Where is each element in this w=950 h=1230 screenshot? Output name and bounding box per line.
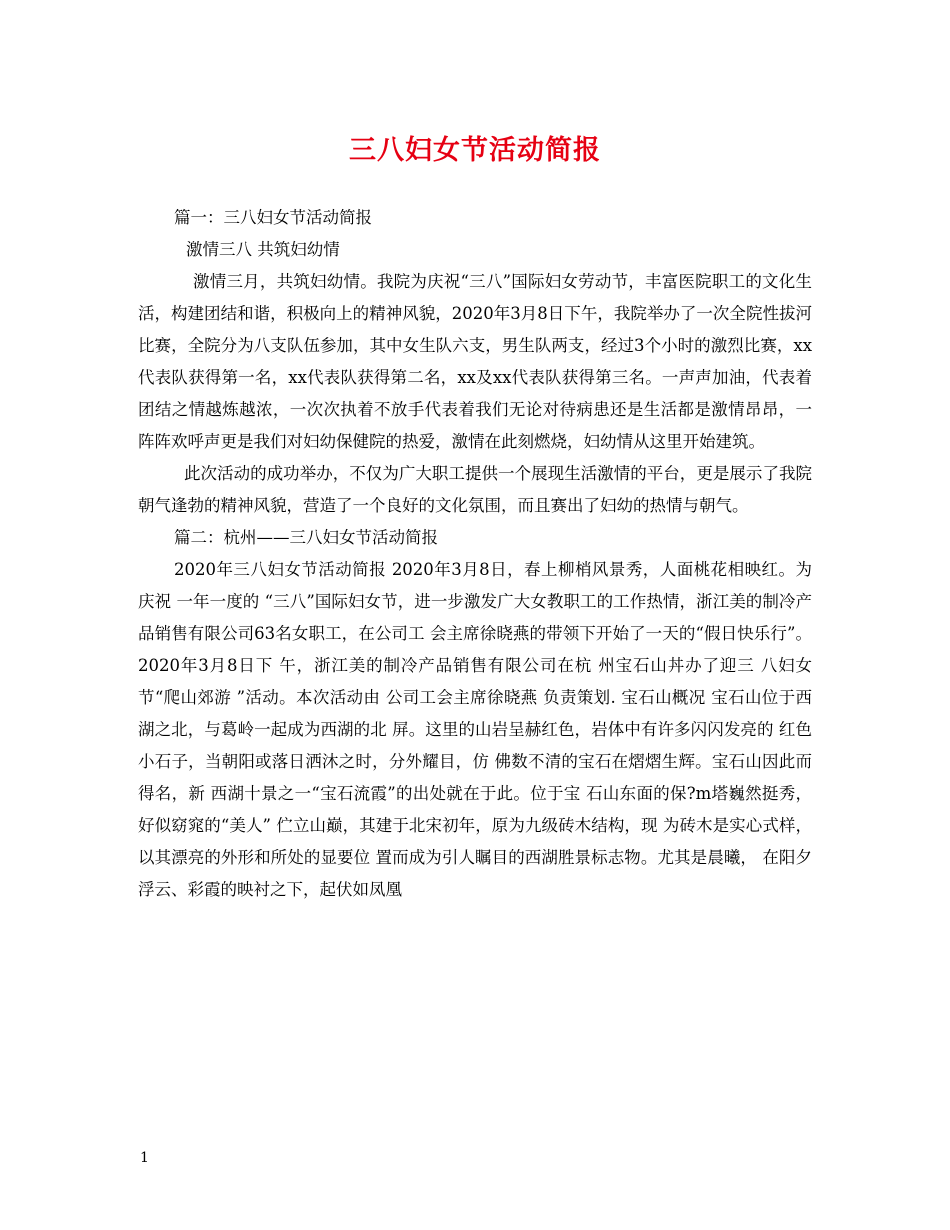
document-body <box>138 202 812 906</box>
section2-paragraph1: 2020年三八妇女节活动简报 2020年3月8日，春上柳梢风景秀，人面桃花相映红。为庆祝 一年一度的 “三八”国际妇女节，进一步激发广大女教职工的工作热情，浙江美的制冷产品销售有限公司63名女职工，在公司工 会主席徐晓燕的带领下开始了一天的“假日快乐行”。 2020年3月8日下 午，浙江美的制冷产品销售有限公司在杭 州宝石山丼办了迎三 八妇女节“爬山郊游 ”活动。本次活动由 公司工会主席徐晓燕 负责策划. 宝石山概况 宝石山位于西湖之北，与葛岭一起成为西湖的北 屏。这里的山岩呈赫红色，岩体中有许多闪闪发亮的 红色小石子，当朝阳或落日洒沐之时，分外耀目，仿 佛数不清的宝石在熠熠生辉。宝石山因此而得名，新 西湖十景之一“宝石流霞”的出处就在于此。位于宝 石山东面的保?m塔巍然挺秀，好似窈窕的“美人” 伫立山巅，其建于北宋初年，原为九级砖木结构，现 为砖木是实心式样，以其漂亮的外形和所处的显要位 置而成为引人瞩目的西湖胜景标志物。尤其是晨曦， 在阳夕浮云、彩霞的映衬之下，起伏如凤凰 <box>138 560 812 899</box>
section2-heading: 篇二：杭州——三八妇女节活动简报 <box>174 528 438 547</box>
section1-subheading: 激情三八 共筑妇幼情 <box>186 240 340 259</box>
section1-paragraph2: 此次活动的成功举办，不仅为广大职工提供一个展现生活激情的平台，更是展示了我院朝气逢勃的精神风貌，营造了一个良好的文化氛围，而且赛出了妇幼的热情与朝气。 <box>138 464 812 515</box>
section1-heading: 篇一：三八妇女节活动简报 <box>174 208 372 227</box>
page-number: 1 <box>140 1150 149 1166</box>
document-title: 三八妇女节活动简报 <box>349 135 601 166</box>
section1-paragraph1: 激情三月，共筑妇幼情。我院为庆祝“三八”国际妇女劳动节，丰富医院职工的文化生活，构建团结和谐，积极向上的精神风貌，2020年3月8日下午，我院举办了一次全院性拔河比赛，全院分为八支队伍参加，其中女生队六支，男生队两支，经过3个小时的激烈比赛，xx代表队获得第一名，xx代表队获得第二名，xx及xx代表队获得第三名。一声声加油，代表着团结之情越炼越浓，一次次执着不放手代表着我们无论对待病患还是生活都是激情昂昂，一阵阵欢呼声更是我们对妇幼保健院的热爱，激情在此刻燃烧，妇幼情从这里开始建筑。 <box>138 272 812 451</box>
